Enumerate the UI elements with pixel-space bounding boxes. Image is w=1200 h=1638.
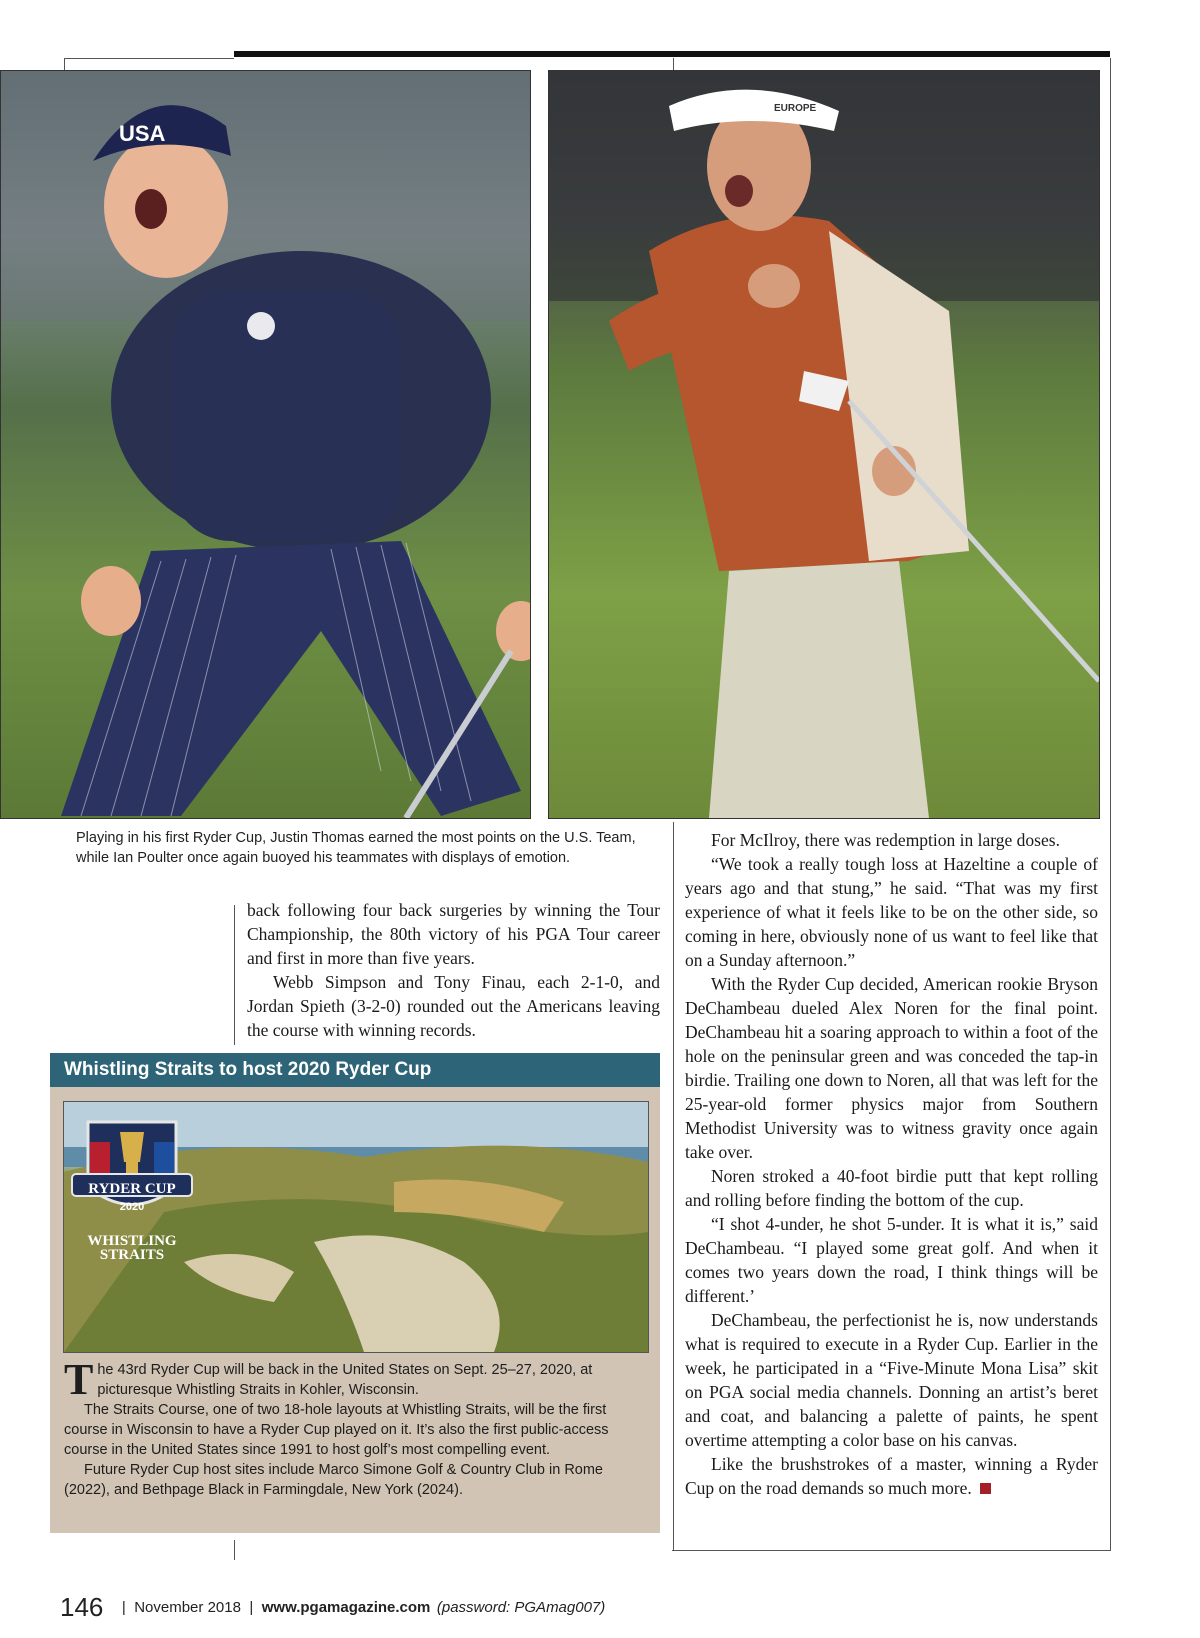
paragraph: Webb Simpson and Tony Finau, each 2-1-0, and Jordan Spieth (3-2-0) rounded out the Americans leaving the course with winning records. [247, 972, 660, 1040]
visor-text: EUROPE [774, 103, 817, 114]
website-link[interactable]: www.pgamagazine.com [261, 1599, 431, 1616]
end-mark-icon [980, 1483, 991, 1494]
paragraph: The Straits Course, one of two 18-hole layouts at Whistling Straits, will be the first course in Wisconsin to have a Ryder Cup played on it. It’s also the first public-access course in the United States since 1991 to host golf’s most compelling event. [64, 1402, 609, 1458]
logo-name: RYDER CUP [88, 1181, 176, 1197]
frame-line [1110, 58, 1111, 1550]
column-divider [234, 1540, 235, 1560]
password-note: (password: PGAmag007) [436, 1599, 606, 1616]
paragraph-text: he 43rd Ryder Cup will be back in the United States on Sept. 25–27, 2020, at picturesque Whistling Straits in Kohler, Wisconsin. [97, 1362, 593, 1398]
paragraph: back following four back surgeries by winning the Tour Championship, the 80th victory of his PGA Tour career and first in more than five years. [247, 900, 660, 968]
sidebar-text [64, 1355, 649, 1500]
paragraph: Noren stroked a 40-foot birdie putt that kept rolling and rolling before finding the bottom of the cup. [685, 1166, 1098, 1210]
paragraph [64, 1355, 649, 1404]
column-divider [234, 905, 235, 1045]
logo-year: 2020 [119, 1201, 145, 1213]
paragraph: Future Ryder Cup host sites include Marco Simone Golf & Country Club in Rome (2022), and Bethpage Black in Farmingdale, New York (2024). [64, 1462, 603, 1498]
frame-line [64, 58, 234, 59]
cap-text: USA [119, 121, 166, 146]
logo-course: WHISTLING STRAITS [87, 1233, 177, 1263]
photo-justin-thomas [0, 70, 531, 819]
whistling-straits-photo [63, 1101, 649, 1353]
right-column-text [685, 828, 1098, 1500]
column-divider [673, 822, 674, 1550]
footer-separator: | [121, 1599, 126, 1616]
page-number: 146 [60, 1592, 104, 1622]
sidebar-header [50, 1053, 660, 1087]
frame-line [672, 1550, 1111, 1551]
page-footer [60, 1592, 960, 1623]
top-rule [234, 51, 1110, 57]
photo-ian-poulter [548, 70, 1100, 819]
issue-date: November 2018 [134, 1599, 241, 1616]
paragraph-last [685, 1452, 1098, 1500]
paragraph: “We took a really tough loss at Hazeltine a couple of years ago and that stung,” he said. “That was my first experience of what it feels like to be on the other side, so coming in here, obviously none of us want to feel like that on a Sunday afternoon.” [685, 854, 1098, 970]
drop-cap: T [64, 1355, 94, 1404]
paragraph: “I shot 4-under, he shot 5-under. It is what it is,” said DeChambeau. “I played some great golf. And when it comes two years down the road, I think things will be different.’ [685, 1214, 1098, 1306]
footer-separator: | [249, 1599, 254, 1616]
photo-caption: Playing in his first Ryder Cup, Justin Thomas earned the most points on the U.S. Team, while Ian Poulter once again buoyed his teammates with displays of emotion. [76, 830, 636, 866]
left-column-text [247, 898, 660, 1042]
paragraph: DeChambeau, the perfectionist he is, now understands what is required to execute in a Ryder Cup. Earlier in the week, he participated in a “Five-Minute Mona Lisa” skit on PGA social media channels. Donning an artist’s beret and coat, and balancing a palette of paints, he spent overtime attempting a color base on his canvas. [685, 1310, 1098, 1450]
paragraph-text: Like the brushstrokes of a master, winning a Ryder Cup on the road demands so much more. [685, 1454, 1098, 1498]
paragraph: For McIlroy, there was redemption in large doses. [711, 830, 1060, 850]
paragraph: With the Ryder Cup decided, American rookie Bryson DeChambeau dueled Alex Noren for the final point. DeChambeau hit a soaring approach to within a foot of the hole on the peninsular green and was conceded the tap-in birdie. Trailing one down to Noren, all that was left for the 25-year-old former physics major from Southern Methodist University was to witness gravity once again take over. [685, 974, 1098, 1162]
sidebar-title: Whistling Straits to host 2020 Ryder Cup [64, 1059, 432, 1080]
